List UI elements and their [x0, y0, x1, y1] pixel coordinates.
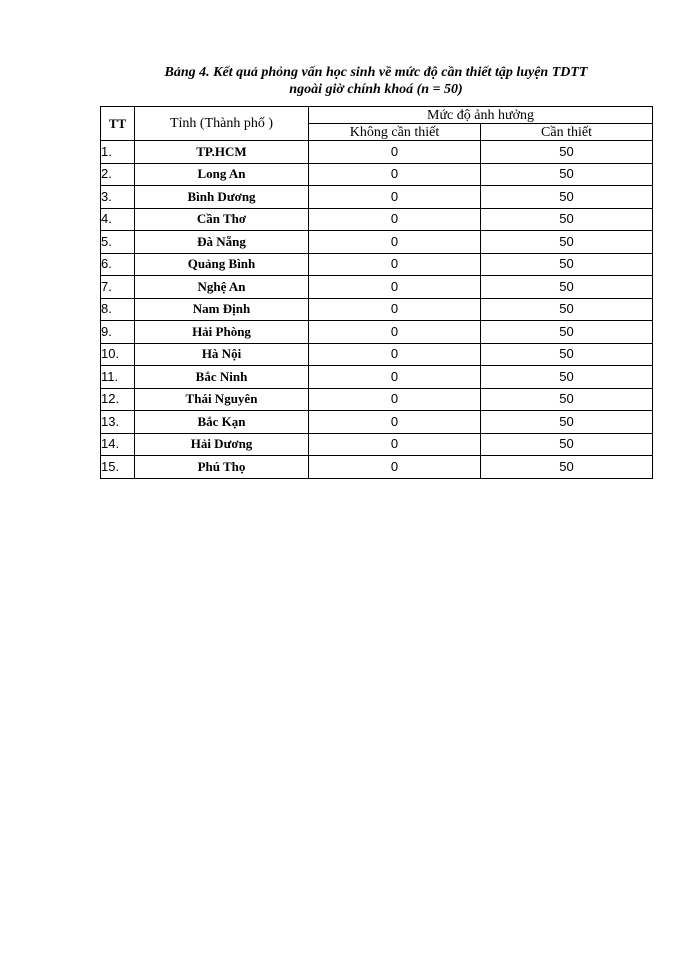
header-not-needed: Không cần thiết — [309, 124, 481, 141]
table-row — [101, 231, 653, 254]
row-not-needed: 0 — [309, 366, 481, 389]
row-province: Nam Định — [135, 298, 309, 321]
table-row — [101, 276, 653, 299]
row-not-needed: 0 — [309, 433, 481, 456]
row-not-needed: 0 — [309, 253, 481, 276]
table-body — [101, 141, 653, 479]
row-needed: 50 — [481, 186, 653, 209]
row-not-needed: 0 — [309, 321, 481, 344]
row-tt: 11. — [101, 366, 135, 389]
row-needed: 50 — [481, 276, 653, 299]
table-row — [101, 388, 653, 411]
row-province: Bắc Ninh — [135, 366, 309, 389]
caption-line-2: ngoài giờ chính khoá (n = 50) — [289, 82, 463, 97]
row-needed: 50 — [481, 208, 653, 231]
row-needed: 50 — [481, 366, 653, 389]
row-province: Thái Nguyên — [135, 388, 309, 411]
table-row — [101, 321, 653, 344]
results-table — [100, 106, 653, 479]
row-tt: 4. — [101, 208, 135, 231]
caption-line-1: Bảng 4. Kết quả phỏng vấn học sinh về mức độ cần thiết tập luyện TDTT — [164, 65, 588, 80]
row-province: Nghệ An — [135, 276, 309, 299]
row-tt: 1. — [101, 141, 135, 164]
table-row — [101, 411, 653, 434]
row-needed: 50 — [481, 141, 653, 164]
row-province: Bình Dương — [135, 186, 309, 209]
row-needed: 50 — [481, 456, 653, 479]
row-not-needed: 0 — [309, 343, 481, 366]
header-tt: TT — [101, 107, 135, 141]
row-province: Hải Phòng — [135, 321, 309, 344]
table-row — [101, 208, 653, 231]
row-province: Hải Dương — [135, 433, 309, 456]
row-province: Hà Nội — [135, 343, 309, 366]
row-province: Đà Nẵng — [135, 231, 309, 254]
header-needed: Cần thiết — [481, 124, 653, 141]
row-tt: 9. — [101, 321, 135, 344]
row-tt: 10. — [101, 343, 135, 366]
table-row — [101, 141, 653, 164]
table-row — [101, 298, 653, 321]
row-not-needed: 0 — [309, 411, 481, 434]
table-row — [101, 343, 653, 366]
header-province: Tỉnh (Thành phố ) — [135, 107, 309, 141]
table-row — [101, 253, 653, 276]
row-tt: 8. — [101, 298, 135, 321]
row-tt: 5. — [101, 231, 135, 254]
row-not-needed: 0 — [309, 456, 481, 479]
row-not-needed: 0 — [309, 276, 481, 299]
row-not-needed: 0 — [309, 231, 481, 254]
row-tt: 6. — [101, 253, 135, 276]
row-tt: 3. — [101, 186, 135, 209]
row-province: Long An — [135, 163, 309, 186]
row-needed: 50 — [481, 298, 653, 321]
table-row — [101, 163, 653, 186]
row-not-needed: 0 — [309, 141, 481, 164]
row-needed: 50 — [481, 433, 653, 456]
row-needed: 50 — [481, 388, 653, 411]
row-province: Phú Thọ — [135, 456, 309, 479]
row-not-needed: 0 — [309, 298, 481, 321]
row-province: Bắc Kạn — [135, 411, 309, 434]
table-header — [101, 107, 653, 141]
row-needed: 50 — [481, 253, 653, 276]
table-row — [101, 433, 653, 456]
row-tt: 14. — [101, 433, 135, 456]
row-not-needed: 0 — [309, 186, 481, 209]
row-province: Quảng Bình — [135, 253, 309, 276]
row-needed: 50 — [481, 163, 653, 186]
table-row — [101, 456, 653, 479]
table-row — [101, 186, 653, 209]
row-tt: 12. — [101, 388, 135, 411]
row-tt: 7. — [101, 276, 135, 299]
row-needed: 50 — [481, 321, 653, 344]
header-influence-level: Mức độ ảnh hưởng — [309, 107, 653, 124]
table-row — [101, 366, 653, 389]
row-not-needed: 0 — [309, 208, 481, 231]
row-province: TP.HCM — [135, 141, 309, 164]
row-not-needed: 0 — [309, 388, 481, 411]
row-tt: 15. — [101, 456, 135, 479]
table-caption — [100, 64, 652, 98]
row-needed: 50 — [481, 231, 653, 254]
row-tt: 2. — [101, 163, 135, 186]
row-not-needed: 0 — [309, 163, 481, 186]
row-province: Cần Thơ — [135, 208, 309, 231]
row-needed: 50 — [481, 411, 653, 434]
row-tt: 13. — [101, 411, 135, 434]
row-needed: 50 — [481, 343, 653, 366]
